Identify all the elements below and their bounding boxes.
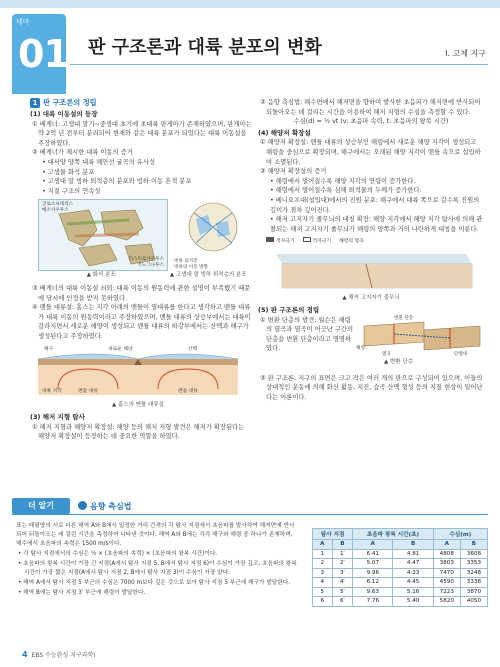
subheading: (5) 판 구조론의 정립 (258, 306, 320, 315)
table-row (313, 578, 488, 588)
fault-label: 해령 (356, 345, 365, 351)
fault-label: 변환 단층 (394, 315, 414, 321)
table-cell: 4 (313, 578, 333, 588)
table-cell: 6′ (332, 597, 353, 607)
convection-label: 산맥 (188, 346, 198, 352)
unit-label: I. 고체 지구 (445, 49, 486, 58)
table-subheader: B (332, 540, 353, 550)
box-bullet: • 해역 B에는 탐사 지점 3′ 부근에 해령이 발달한다. (18, 590, 146, 596)
table-cell: 4.47 (393, 559, 433, 569)
paragraph: ② 해양저 확장설의 증거 (260, 168, 327, 176)
bullet-item: • 지질 구조의 연속성 (42, 187, 101, 195)
paragraph: ② 판 구조론: 지구의 표면은 크고 작은 여러 개의 판으로 구성되어 있으며, 이들의 상대적인 운동에 의해 화산 활동, 지진, 습곡 산맥 형성 등의 지질 현상이 일어난다는 이론이다. (260, 374, 483, 401)
table-cell: 5.16 (393, 587, 433, 597)
more-info-title: 음향 측심법 (78, 501, 131, 512)
footer-text: EBS 수능완성 지구과학Ⅰ (31, 652, 96, 659)
table-cell: 7.76 (353, 597, 393, 607)
table-cell: 6.41 (353, 549, 393, 559)
header-bar (0, 0, 500, 8)
transform-fault-figure (354, 316, 484, 368)
table-cell: 2 (313, 559, 333, 569)
table-cell: 3608 (460, 549, 487, 559)
glacier-map-drawing (174, 199, 252, 255)
bullet-item: • 해저 고지자기 줄무늬의 대칭 확장: 해양 지각에서 해양 지각 탐사에 의해 관찰되는 해저 고지자기 줄무늬가 해령의 양쪽과 거의 나란하게 대칭을 이룬다. (270, 216, 483, 233)
section-number: 1 (30, 98, 40, 108)
theme-label: 테마 (16, 18, 30, 26)
table-cell: 4.81 (393, 549, 433, 559)
table-cell: 7470 (433, 568, 460, 578)
box-bullet: • 초음파의 왕복 시간이 가장 긴 지점(A에서 탐사 지점 5, B에서 탐사 지점 6)이 수심이 가장 깊고, 초음파의 왕복 시간이 가장 짧은 지점(A에서 탐사 지점 2, B에서 탐사 지점 3)이 수심이 가장 얕다. (18, 561, 297, 576)
table-cell: 4808 (433, 549, 460, 559)
sounding-table (312, 528, 488, 607)
page-title: 판 구조론과 대륙 분포의 변화 (88, 37, 322, 58)
box-bullet: • 해역 A에서 탐사 지점 5 부근의 수심은 7000 m보다 깊은 것으로 보아 탐사 지점 5 부근에 해구가 발달한다. (18, 580, 291, 586)
table-cell: 3353 (460, 559, 487, 569)
table-cell: 2′ (332, 559, 353, 569)
table-cell: 5′ (332, 587, 353, 597)
ridge-label: 해령의 열곡 (339, 239, 364, 245)
convection-label: 맨틀 대류 (178, 388, 199, 394)
fossil-label: 리스트로사우루스 (128, 257, 164, 263)
fault-label: 열곡 (382, 351, 391, 357)
paragraph: ① 베게너: 고생대 말기~중생대 초기에 초대륙 판게아가 존재하였으며, 판게아는 약 2억 년 전부터 분리되어 현재와 같은 대륙 분포가 되었다는 대륙 이동설을 주장하였다. (32, 120, 252, 147)
paragraph: ② 베게너가 제시한 대륙 이동의 증거 (32, 149, 133, 157)
right-column (258, 98, 484, 402)
convection-cross-section (38, 345, 238, 401)
table-cell: 3248 (460, 568, 487, 578)
table-cell: 3 (313, 568, 333, 578)
table-cell: 3870 (460, 587, 487, 597)
table-row (313, 549, 488, 559)
page-number: 4 (22, 650, 28, 659)
table-subheader: B (460, 540, 487, 550)
paragraph: ③ 베게너의 대륙 이동설 쇠퇴: 대륙 이동의 원동력에 관한 설명이 부족했기 때문에 당시에 인정을 받지 못하였다. (32, 284, 251, 302)
fossil-label: 메소사우루스 (42, 207, 69, 213)
more-info-body (16, 522, 298, 599)
legend-reverse: 역자극기 (303, 237, 332, 247)
box-divider (12, 514, 488, 515)
table-subheader: A (353, 540, 393, 550)
table-cell: 7223 (433, 587, 460, 597)
fossil-map (38, 199, 168, 271)
table-cell: 4.45 (393, 578, 433, 588)
section-title: 판 구조론의 정립 (43, 98, 97, 107)
magnetic-stripes-drawing (266, 248, 476, 290)
bullet-item: • 해령에서 멀어질수록 심해 퇴적물의 두께가 증가한다. (270, 187, 422, 195)
table-subheader: B (393, 540, 433, 550)
table-cell: 4.33 (393, 568, 433, 578)
bullet-item: • 해령에서 멀어질수록 해양 지각의 연령이 증가한다. (270, 177, 416, 185)
table-cell: 5 (313, 587, 333, 597)
info-icon (78, 501, 87, 510)
table-cell: 6.12 (353, 578, 393, 588)
header-rule (70, 64, 488, 65)
table-cell: 5.40 (393, 597, 433, 607)
box-bullet: • 각 탐사 지점에서의 수심은 ½ × (초음파의 속력) × (초음파의 왕복 시간)이다. (18, 551, 218, 557)
subheading: (1) 대륙 이동설의 등장 (30, 110, 98, 118)
table-cell: 5820 (433, 597, 460, 607)
magnetic-stripes-figure (266, 237, 484, 303)
bullet-item: • 고생물 화석 분포 (42, 168, 95, 176)
table-header: 초음파 왕복 시간(초) (353, 529, 434, 540)
figure-caption: ▲ 홈스의 맨틀 대류설 (112, 401, 164, 408)
paragraph: ② 음향 측심법: 해수면에서 해저면을 향하여 발사한 초음파가 해저면에 반사되어 되돌아오는 데 걸리는 시간을 이용하여 해저 지형의 수심을 측정할 수 있다. (260, 99, 481, 116)
table-header: 수심(m) (433, 529, 487, 540)
table-cell: 3338 (460, 578, 487, 588)
bullet-item: • 대서양 양쪽 대륙 해안선 굴곡의 유사성 (42, 158, 156, 166)
mantle-convection-figure (38, 345, 252, 411)
section-heading (30, 98, 252, 108)
table-row (313, 597, 488, 607)
table-cell: 4050 (460, 597, 487, 607)
subheading: (3) 해저 지형 탐사 (30, 413, 85, 422)
fault-label: 단열대 (454, 351, 468, 357)
table-cell: 9.96 (353, 568, 393, 578)
table-subheader: A (433, 540, 460, 550)
paragraph: ① 해저 지형과 해양저 확장설: 해양 등의 해저 지형 발견은 해저가 확장된다는 해양저 확장설이 등장하는 데 중요한 역할을 하였다. (32, 423, 245, 441)
convection-label: 맨틀 대류 (78, 388, 99, 394)
table-header: 탐사 지점 (313, 529, 353, 540)
fossil-label: 키노그나투스 (137, 262, 164, 268)
paragraph: ① 변환 단층의 발견: 월슨은 해령의 열곡과 열곡이 어긋난 구간의 단층을 변환 단층이라고 명명하였다. (260, 316, 354, 353)
more-info-tab: 더 알기 (12, 498, 70, 514)
figure-caption: ▲ 해저 고지자기 줄무늬 (342, 294, 400, 301)
table-cell: 1 (313, 549, 333, 559)
figure-caption: ▲ 고생대 말 빙하 퇴적층의 분포 (169, 272, 247, 279)
convection-label: 해구 (44, 346, 54, 352)
bullet-item: • 고생대 말 빙하 퇴적층의 분포와 빙하 이동 흔적 분포 (42, 178, 192, 186)
table-row (313, 568, 488, 578)
convection-drawing (38, 345, 238, 395)
more-info-header (0, 498, 500, 516)
legend-normal: 정자극기 (266, 237, 295, 247)
table-cell: 6 (313, 597, 333, 607)
paragraph: ① 해양저 확장설: 맨틀 대류의 상승부인 해령에서 새로운 해양 지각이 생성되고 해령을 중심으로 확장되며, 해구에서는 오래된 해양 지각이 맨틀 속으로 섭입하여 소멸된다. (260, 139, 481, 166)
glacier-legend: 빙하 퇴적층 (174, 258, 198, 264)
glacier-legend: 빙하의 이동 방향 (174, 264, 208, 270)
table-cell: 5.07 (353, 559, 393, 569)
table-cell: 1′ (332, 549, 353, 559)
theme-number: 01 (18, 32, 69, 76)
paragraph: ④ 맨틀 대류설: 홈스는 지각 아래의 맨틀이 열대류를 한다고 생각하고 맨틀 대류가 대륙 이동의 원동력이라고 주장하였으며, 맨틀 대류의 상승부에서는 대륙이 갈라지면서 새로운 해양이 생성되고 맨틀 대류의 하강부에서는 산맥과 해구가 생성된다고 주장하였다. (32, 304, 251, 340)
fossil-distribution-figure (38, 199, 252, 281)
subheading: (4) 해양저 확장설 (258, 128, 311, 137)
table-cell: 4′ (332, 578, 353, 588)
formula: 수심(d) = ½ vt (v: 초음파 속력, t: 초음파의 왕복 시간) (293, 118, 449, 126)
figure-caption: ▲ 변환 단층 (384, 358, 413, 365)
theme-tab (12, 14, 69, 94)
convection-label: 새로운 해양 (108, 346, 133, 352)
page-footer (22, 650, 95, 659)
bullet-item: • 베니오프대(섭입대)에서의 진원 분포: 해구에서 대륙 쪽으로 갈수록 진원의 깊이가 점차 깊어진다. (270, 196, 480, 214)
table-row (313, 559, 488, 569)
table-cell: 9.63 (353, 587, 393, 597)
table-subheader: A (313, 540, 333, 550)
table-row (313, 587, 488, 597)
convection-label: 대륙 지각 (42, 388, 63, 394)
table-cell: 4590 (433, 578, 460, 588)
table-cell: 3′ (332, 568, 353, 578)
fossil-label: 글로소프테리스 (42, 202, 74, 208)
table-cell: 3803 (433, 559, 460, 569)
box-paragraph: 표는 태평양의 서로 다른 해역 A와 B에서 일정한 거리 간격의 각 탐사 지점에서 초음파를 발사하여 해저면에 반사되어 되돌아오는 데 걸린 시간을 측정하여 나타낸 것이다. 해역 A와 B에는 각각 해구와 해령 중 하나가 존재하며, 해수에서 초음파의 속력은 1500 m/s이다. (16, 523, 295, 547)
left-column (30, 98, 252, 442)
glacier-map (174, 199, 252, 271)
figure-caption: ▲ 화석 분포 (86, 272, 116, 279)
